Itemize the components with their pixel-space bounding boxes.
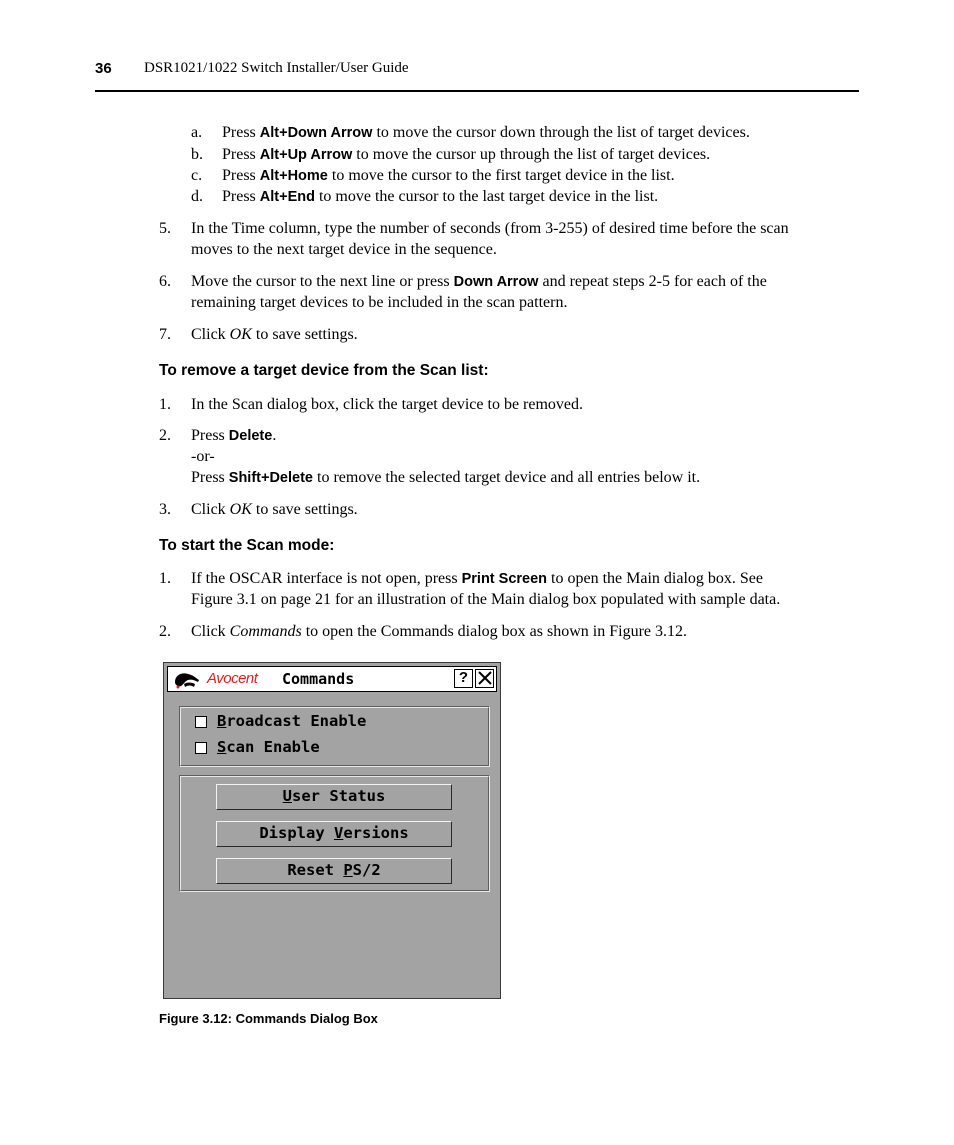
display-versions-button[interactable]: Display Versions: [216, 821, 452, 847]
commands-group: [179, 775, 490, 892]
user-status-button[interactable]: User Status: [216, 784, 452, 810]
substep-a: a. Press Alt+Down Arrow to move the cursor down through the list of target devices.: [191, 124, 750, 141]
dialog-title: Commands: [282, 670, 355, 688]
reset-ps2-button[interactable]: Reset PS/2: [216, 858, 452, 884]
avocent-logo-icon: [172, 670, 202, 690]
close-icon: [477, 670, 493, 686]
scan-section-heading: To start the Scan mode:: [159, 537, 335, 554]
scan-enable-checkbox[interactable]: [195, 742, 207, 754]
help-button[interactable]: ?: [454, 669, 473, 688]
substep-c: c. Press Alt+Home to move the cursor to the first target device in the list.: [191, 167, 675, 184]
avocent-brand: Avocent: [207, 670, 258, 687]
substep-d: d. Press Alt+End to move the cursor to the last target device in the list.: [191, 188, 659, 205]
page-number: 36: [95, 60, 112, 77]
enable-options-group: Broadcast Enable Scan Enable: [179, 706, 490, 767]
dialog-titlebar: [167, 666, 497, 692]
remove-section-heading: To remove a target device from the Scan list:: [159, 362, 489, 379]
close-button[interactable]: [475, 669, 494, 688]
substep-b: b. Press Alt+Up Arrow to move the cursor up through the list of target devices.: [191, 146, 711, 163]
broadcast-enable-checkbox[interactable]: [195, 716, 207, 728]
figure-caption: Figure 3.12: Commands Dialog Box: [159, 1011, 378, 1026]
commands-dialog: [163, 662, 501, 999]
document-title: DSR1021/1022 Switch Installer/User Guide: [144, 60, 409, 76]
page-header: [95, 59, 859, 92]
